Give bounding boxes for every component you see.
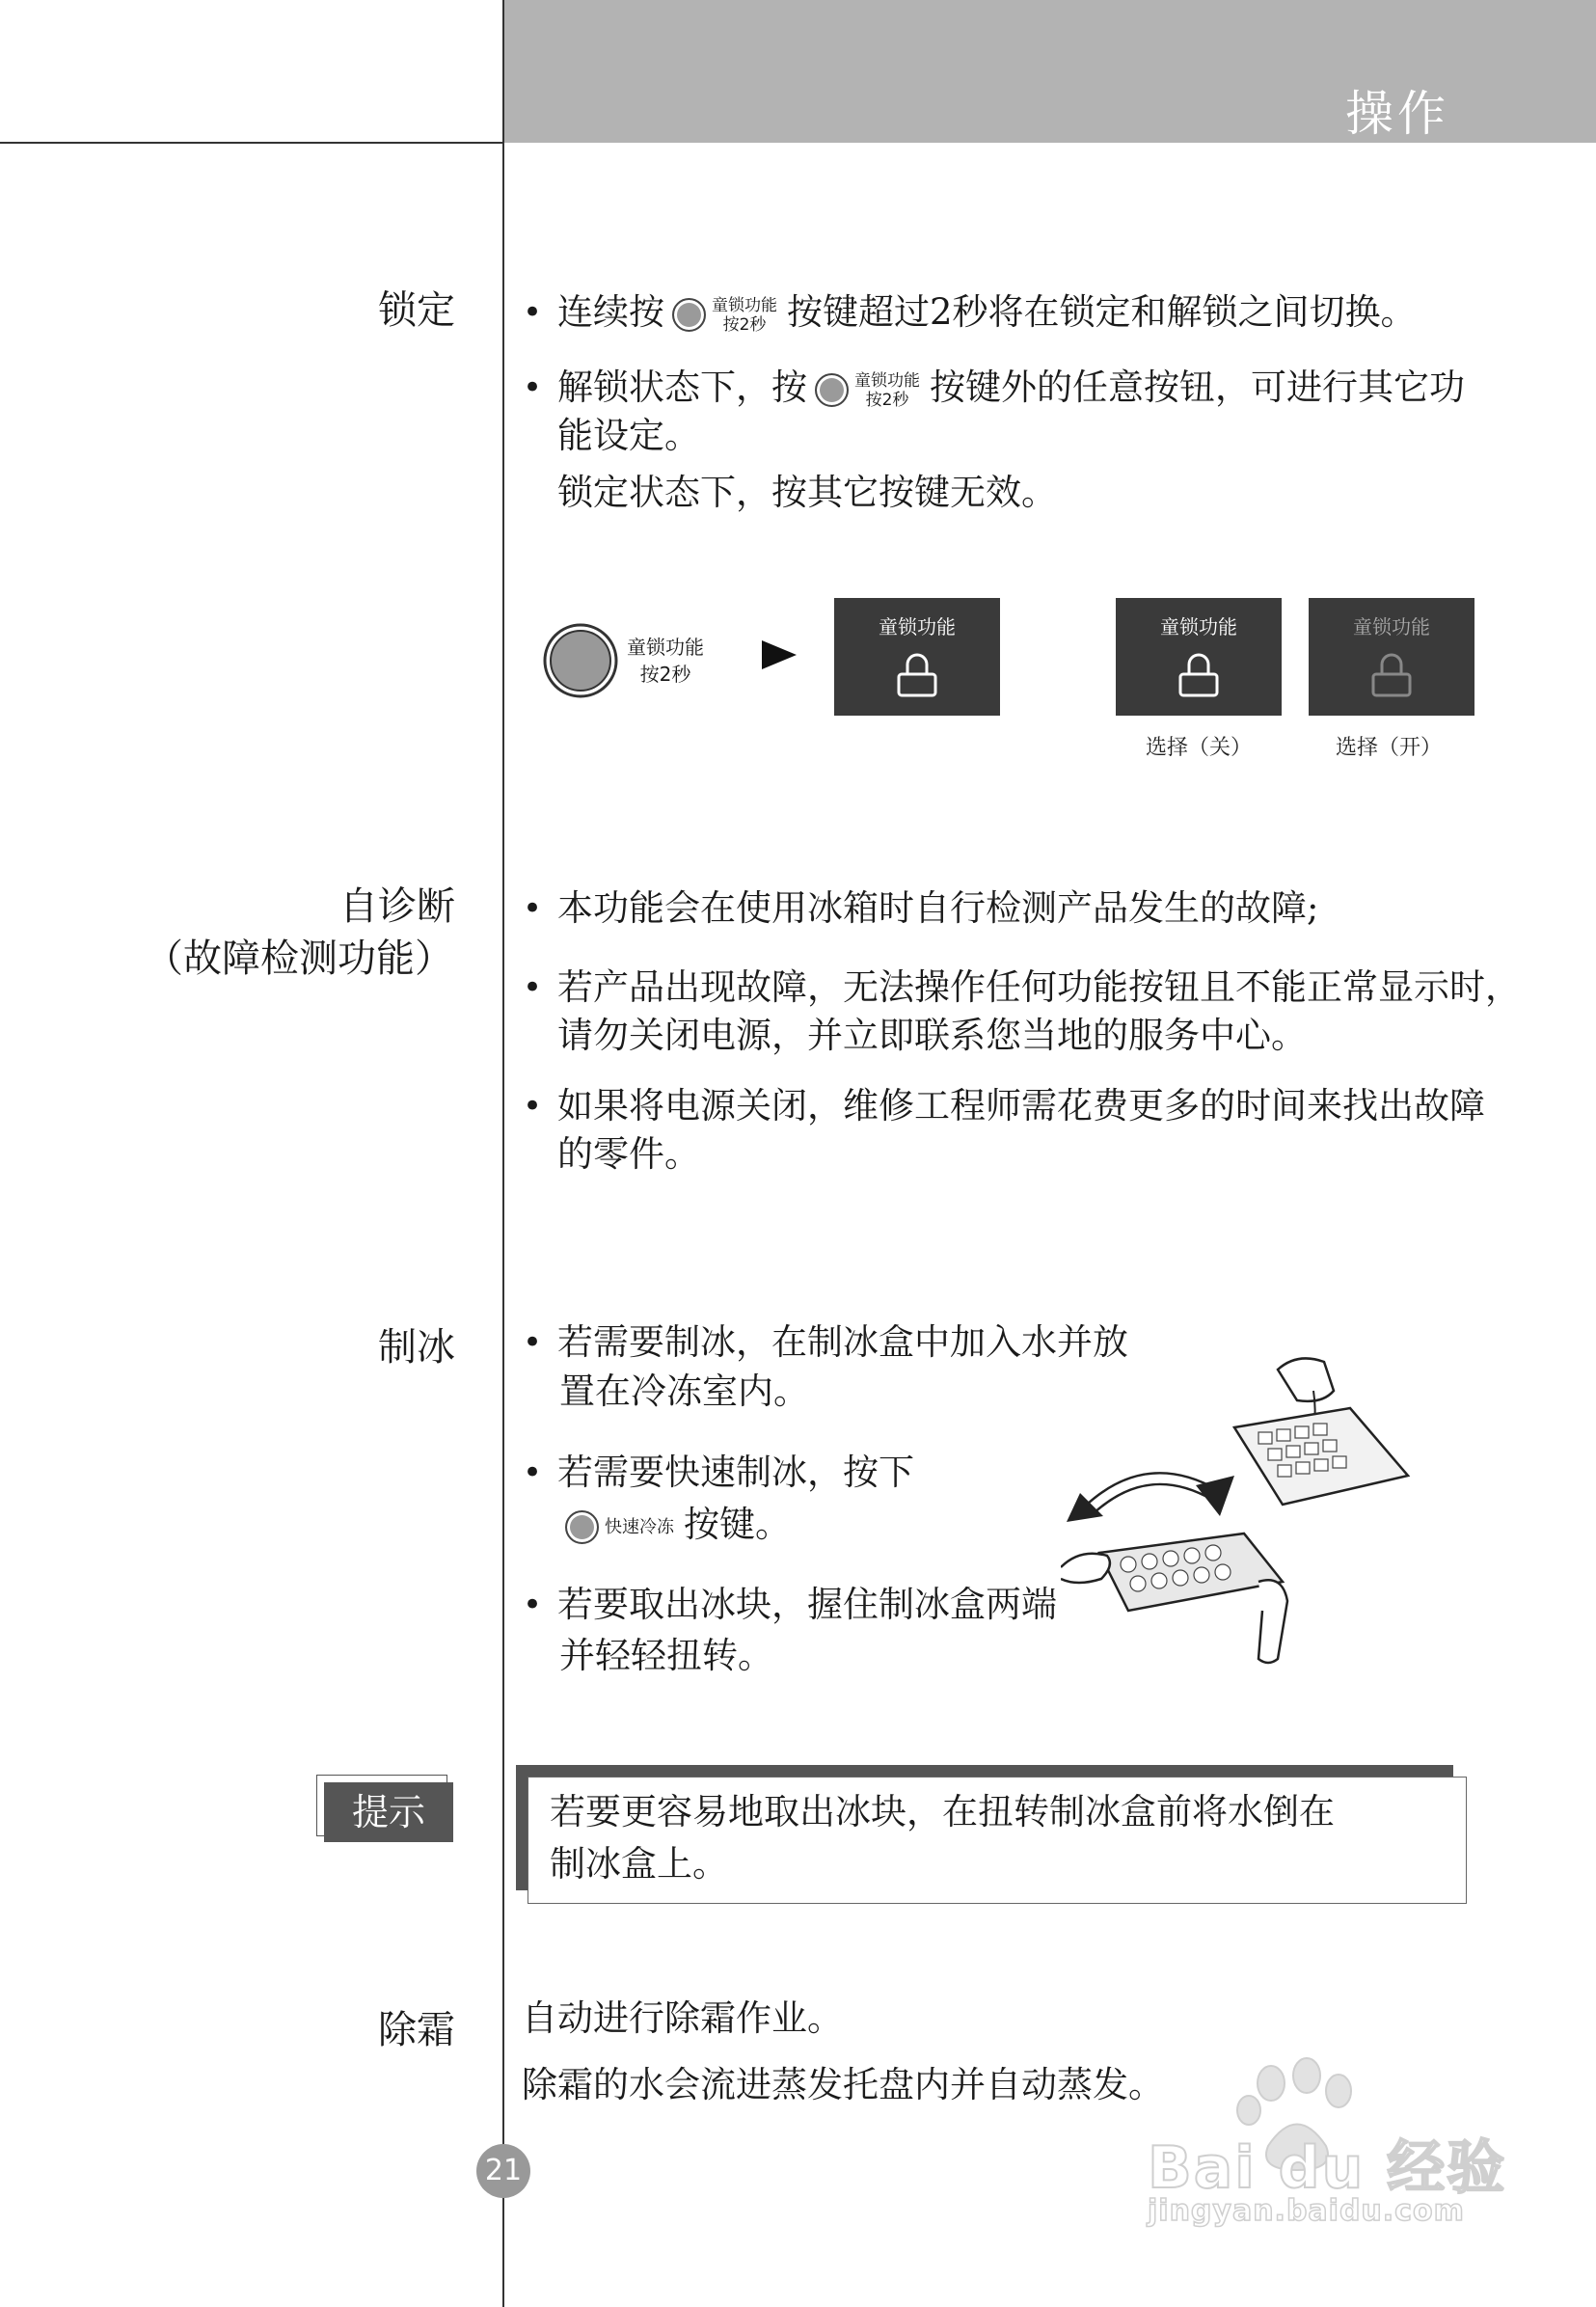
bullet: • [523, 1453, 543, 1492]
ice-bullet-1-line-2: 置在冷冻室内。 [559, 1371, 809, 1412]
lock-icon [1366, 649, 1418, 701]
defrost-section-label: 除霜 [378, 2008, 455, 2052]
tip-label: 提示 [316, 1775, 453, 1842]
child-lock-button-large [542, 622, 619, 699]
lock-bullet-2-pre: 解锁状态下，按 [557, 366, 807, 408]
ice-tray-illustration [1061, 1350, 1427, 1669]
bullet: • [523, 293, 543, 332]
baidu-watermark-logo [1148, 2054, 1533, 2228]
diagnosis-section-sublabel: （故障检测功能） [145, 936, 453, 981]
child-lock-button-icon [672, 298, 706, 332]
quick-freeze-button-caption: 快速冷冻 [605, 1516, 674, 1537]
arrow-right-icon [762, 640, 797, 673]
bullet: • [523, 1323, 543, 1362]
lock-bullet-2-post: 按键外的任意按钮，可进行其它功 [930, 366, 1465, 408]
bullet: • [523, 968, 543, 1007]
watermark-url: jingyan.baidu.com [1148, 2194, 1465, 2228]
page-title: 操作 [1345, 86, 1449, 142]
lock-icon [1173, 649, 1225, 701]
lock-note: 锁定状态下，按其它按键无效。 [557, 472, 1057, 513]
header-rule [0, 142, 504, 144]
lock-bullet-2-line-2: 能设定。 [557, 415, 700, 456]
watermark-brand: Bai du 经验 [1148, 2134, 1507, 2202]
bullet: • [523, 1087, 543, 1126]
ice-bullet-2-line-2: 快速冷冻 按键。 [559, 1499, 791, 1551]
lock-icon [891, 649, 943, 701]
lock-caption-off: 选择（关） [1146, 736, 1253, 760]
lock-panel-on: 童锁功能 [1309, 598, 1474, 716]
tip-text-line-2: 制冰盒上。 [550, 1843, 728, 1885]
child-lock-button-caption: 童锁功能 按2秒 [712, 295, 777, 335]
lock-caption-on: 选择（开） [1336, 736, 1443, 760]
lock-panel-initial: 童锁功能 [834, 598, 1000, 716]
bullet: • [523, 368, 543, 407]
bullet: • [523, 889, 543, 928]
child-lock-button-large-caption: 童锁功能 按2秒 [627, 636, 704, 686]
page-number: 21 [476, 2144, 530, 2198]
tip-text-line-1: 若要更容易地取出冰块，在扭转制冰盒前将水倒在 [550, 1791, 1335, 1832]
column-divider [502, 0, 504, 2307]
lock-section-label: 锁定 [378, 288, 455, 333]
lock-bullet-1-pre: 连续按 [557, 291, 664, 333]
lock-bullet-1-post: 按键超过2秒将在锁定和解锁之间切换。 [787, 291, 1417, 333]
tip-box [516, 1765, 1469, 1904]
child-lock-button-caption: 童锁功能 按2秒 [854, 370, 920, 410]
diagnosis-bullet-2-line-2: 请勿关闭电源，并立即联系您当地的服务中心。 [557, 1015, 1307, 1056]
defrost-line-1: 自动进行除霜作业。 [522, 1997, 843, 2039]
bullet: • [523, 1586, 543, 1624]
quick-freeze-button-icon [565, 1510, 599, 1544]
ice-section-label: 制冰 [378, 1325, 455, 1370]
defrost-line-2: 除霜的水会流进蒸发托盘内并自动蒸发。 [522, 2064, 1164, 2105]
child-lock-button-icon [815, 373, 849, 407]
diagnosis-section-label: 自诊断 [339, 884, 455, 929]
diagnosis-bullet-3-line-2: 的零件。 [557, 1133, 700, 1175]
ice-bullet-3-line-2: 并轻轻扭转。 [559, 1635, 773, 1676]
lock-panel-off: 童锁功能 [1116, 598, 1282, 716]
